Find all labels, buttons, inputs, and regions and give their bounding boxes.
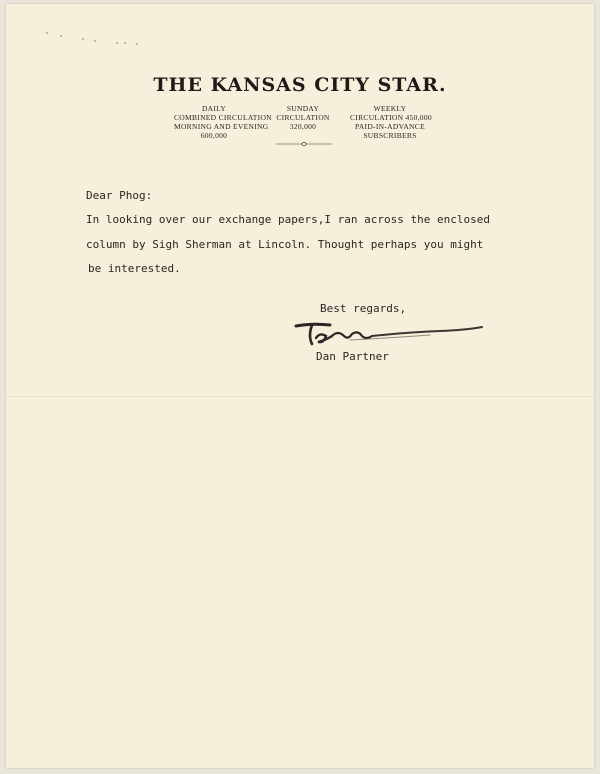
sunday-circulation <box>268 104 338 131</box>
body-line: In looking over our exchange papers,I ran across the enclosed <box>86 213 490 226</box>
closing: Best regards, <box>320 302 407 315</box>
sunday-label: SUNDAY <box>286 104 320 113</box>
daily-line-1: COMBINED CIRCULATION <box>174 113 272 122</box>
handwritten-signature <box>290 318 486 348</box>
paper-specks <box>46 30 156 50</box>
daily-figure: 600,000 <box>200 131 228 140</box>
paper-fold-line <box>6 396 594 398</box>
body-line: be interested. <box>88 262 181 275</box>
weekly-line-3: SUBSCRIBERS <box>363 131 417 140</box>
weekly-line-1: CIRCULATION 450,000 <box>350 113 432 122</box>
weekly-circulation <box>350 104 430 140</box>
newspaper-masthead: THE KANSAS CITY STAR. <box>153 74 447 96</box>
weekly-label: WEEKLY <box>373 104 407 113</box>
daily-line-2: MORNING AND EVENING <box>174 122 269 131</box>
salutation: Dear Phog: <box>86 189 153 202</box>
sunday-line-1: CIRCULATION <box>276 113 330 122</box>
daily-circulation <box>174 104 272 140</box>
ornament-flourish <box>274 141 334 147</box>
letter-page <box>6 4 594 768</box>
daily-label: DAILY <box>201 104 227 113</box>
typed-signature-name: Dan Partner <box>316 350 389 363</box>
weekly-line-2: PAID-IN-ADVANCE <box>355 122 425 131</box>
sunday-figure: 320,000 <box>289 122 317 131</box>
body-line: column by Sigh Sherman at Lincoln. Thought perhaps you might <box>86 238 484 251</box>
